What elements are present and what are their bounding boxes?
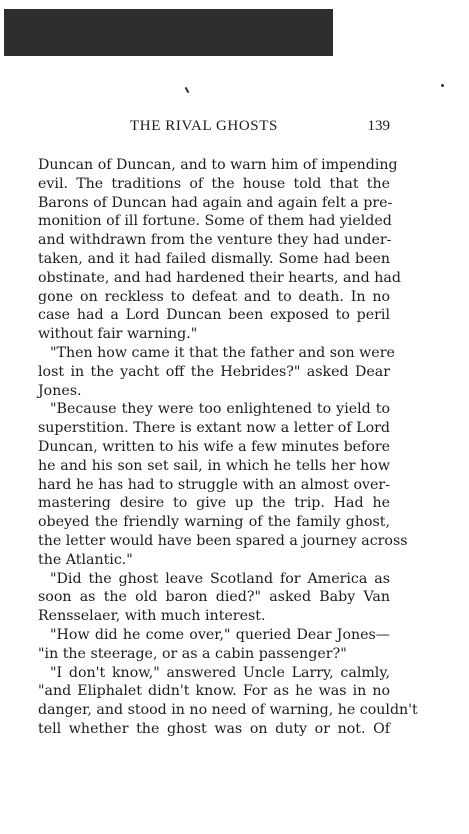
- text-line: danger, and stood in no need of warning, he couldn't: [38, 702, 418, 719]
- text-line: obstinate, and had hardened their hearts, and had: [38, 269, 401, 286]
- text-line: the Atlantic.": [38, 551, 133, 568]
- scan-speck: [441, 84, 444, 87]
- running-header: [40, 118, 390, 138]
- text-line: Jones.: [38, 382, 82, 399]
- text-line: evil. The traditions of the house told that the: [38, 175, 390, 192]
- text-line: Rensselaer, with much interest.: [38, 608, 266, 625]
- text-line: hard he has had to struggle with an almost over-: [38, 476, 390, 493]
- text-line: case had a Lord Duncan been exposed to peril: [38, 307, 390, 324]
- text-line: obeyed the friendly warning of the family ghost,: [38, 514, 390, 531]
- text-line: "and Eliphalet didn't know. For as he was in no: [38, 683, 390, 700]
- text-line: he and his son set sail, in which he tells her how: [38, 457, 390, 474]
- text-line: "Then how came it that the father and son were: [50, 344, 395, 361]
- text-line: "in the steerage, or as a cabin passenger?": [38, 645, 347, 662]
- text-line: soon as the old baron died?" asked Baby Van: [38, 589, 390, 606]
- body-text: [38, 156, 418, 739]
- scan-redaction-bar: [4, 9, 333, 56]
- scan-speck: [185, 87, 190, 93]
- text-line: superstition. There is extant now a letter of Lord: [38, 420, 390, 437]
- text-line: monition of ill fortune. Some of them had yielded: [38, 213, 392, 230]
- running-title: THE RIVAL GHOSTS: [130, 118, 278, 134]
- text-line: without fair warning.": [38, 326, 198, 343]
- text-line: "I don't know," answered Uncle Larry, calmly,: [50, 664, 390, 681]
- text-line: lost in the yacht off the Hebrides?" asked Dear: [38, 363, 390, 380]
- text-line: "How did he come over," queried Dear Jones—: [50, 626, 390, 643]
- page-number: 139: [367, 118, 390, 134]
- text-line: and withdrawn from the venture they had under-: [38, 232, 392, 249]
- text-line: Duncan of Duncan, and to warn him of impending: [38, 157, 398, 173]
- text-line: gone on reckless to defeat and to death. In no: [38, 288, 390, 305]
- text-line: mastering desire to give up the trip. Had he: [38, 495, 390, 512]
- text-line: tell whether the ghost was on duty or not. Of: [38, 720, 390, 737]
- text-line: "Did the ghost leave Scotland for America as: [50, 570, 390, 587]
- text-line: taken, and it had failed dismally. Some had been: [38, 250, 390, 267]
- text-line: "Because they were too enlightened to yield to: [50, 401, 390, 418]
- text-line: the letter would have been spared a journey across: [38, 532, 408, 549]
- text-line: Duncan, written to his wife a few minutes before: [38, 438, 391, 455]
- text-line: Barons of Duncan had again and again felt a pre-: [38, 194, 393, 211]
